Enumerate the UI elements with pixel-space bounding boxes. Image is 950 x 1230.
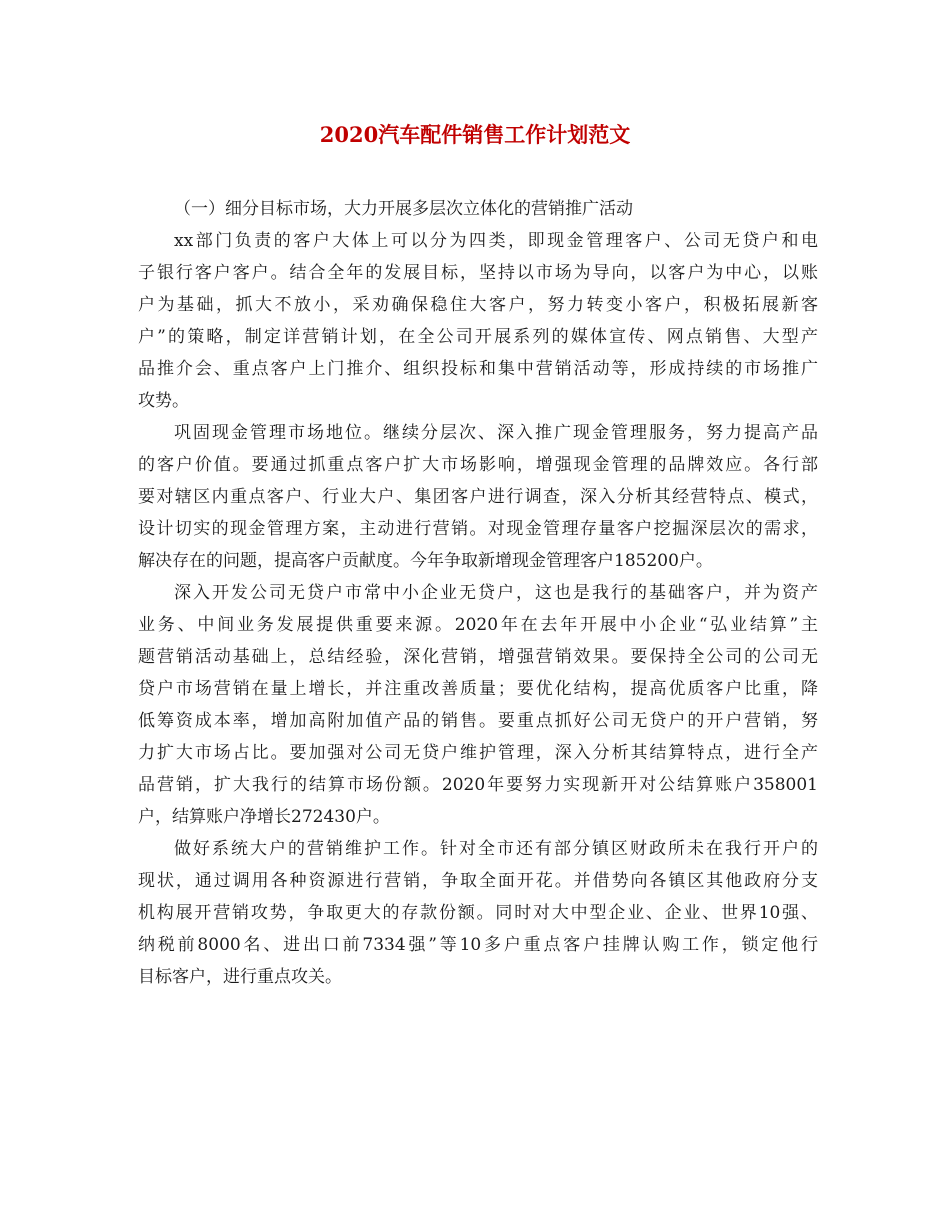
text-line: 户为基础，抓大不放小，采劝确保稳住大客户，努力转变小客户，积极拓展新客 bbox=[138, 295, 818, 315]
document-body bbox=[138, 193, 818, 993]
text-line: （一）细分目标市场，大力开展多层次立体化的营销推广活动 bbox=[174, 199, 633, 219]
text-line: 的客户价值。要通过抓重点客户扩大市场影响，增强现金管理的品牌效应。各行部 bbox=[138, 455, 818, 475]
text-line: 深入开发公司无贷户市常中小企业无贷户，这也是我行的基础客户，并为资产 bbox=[174, 583, 818, 603]
text-line: 业务、中间业务发展提供重要来源。2020年在去年开展中小企业“弘业结算”主 bbox=[138, 615, 818, 635]
text-line: 子银行客户客户。结合全年的发展目标，坚持以市场为导向，以客户为中心，以账 bbox=[138, 263, 818, 283]
text-line: 要对辖区内重点客户、行业大户、集团客户进行调查，深入分析其经营特点、模式， bbox=[138, 487, 818, 507]
text-line: 品推介会、重点客户上门推介、组织投标和集中营销活动等，形成持续的市场推广 bbox=[138, 359, 818, 379]
text-line: 现状，通过调用各种资源进行营销，争取全面开花。并借势向各镇区其他政府分支 bbox=[138, 871, 818, 891]
text-line: 户，结算账户净增长272430户。 bbox=[138, 807, 390, 827]
text-line: 攻势。 bbox=[138, 391, 189, 411]
text-line: 解决存在的问题，提高客户贡献度。今年争取新增现金管理客户185200户。 bbox=[138, 551, 713, 571]
text-line: 题营销活动基础上，总结经验，深化营销，增强营销效果。要保持全公司的公司无 bbox=[138, 647, 818, 667]
text-line: 机构展开营销攻势，争取更大的存款份额。同时对大中型企业、企业、世界10强、 bbox=[138, 903, 818, 923]
text-line: 纳税前8000名、进出口前7334强”等10多户重点客户挂牌认购工作，锁定他行 bbox=[138, 935, 818, 955]
text-line: 巩固现金管理市场地位。继续分层次、深入推广现金管理服务，努力提高产品 bbox=[174, 423, 818, 443]
text-line: 力扩大市场占比。要加强对公司无贷户维护管理，深入分析其结算特点，进行全产 bbox=[138, 743, 818, 763]
text-line: 贷户市场营销在量上增长，并注重改善质量；要优化结构，提高优质客户比重，降 bbox=[138, 679, 818, 699]
text-line: xx部门负责的客户大体上可以分为四类，即现金管理客户、公司无贷户和电 bbox=[174, 231, 818, 251]
text-line: 品营销，扩大我行的结算市场份额。2020年要努力实现新开对公结算账户358001 bbox=[138, 775, 818, 795]
text-line: 低筹资成本率，增加高附加值产品的销售。要重点抓好公司无贷户的开户营销，努 bbox=[138, 711, 818, 731]
text-line: 目标客户，进行重点攻关。 bbox=[138, 967, 342, 987]
text-line: 户”的策略，制定详营销计划，在全公司开展系列的媒体宣传、网点销售、大型产 bbox=[138, 327, 818, 347]
text-line: 设计切实的现金管理方案，主动进行营销。对现金管理存量客户挖掘深层次的需求， bbox=[138, 519, 818, 539]
text-line: 做好系统大户的营销维护工作。针对全市还有部分镇区财政所未在我行开户的 bbox=[174, 839, 818, 859]
page-title: 2020汽车配件销售工作计划范文 bbox=[319, 122, 631, 147]
